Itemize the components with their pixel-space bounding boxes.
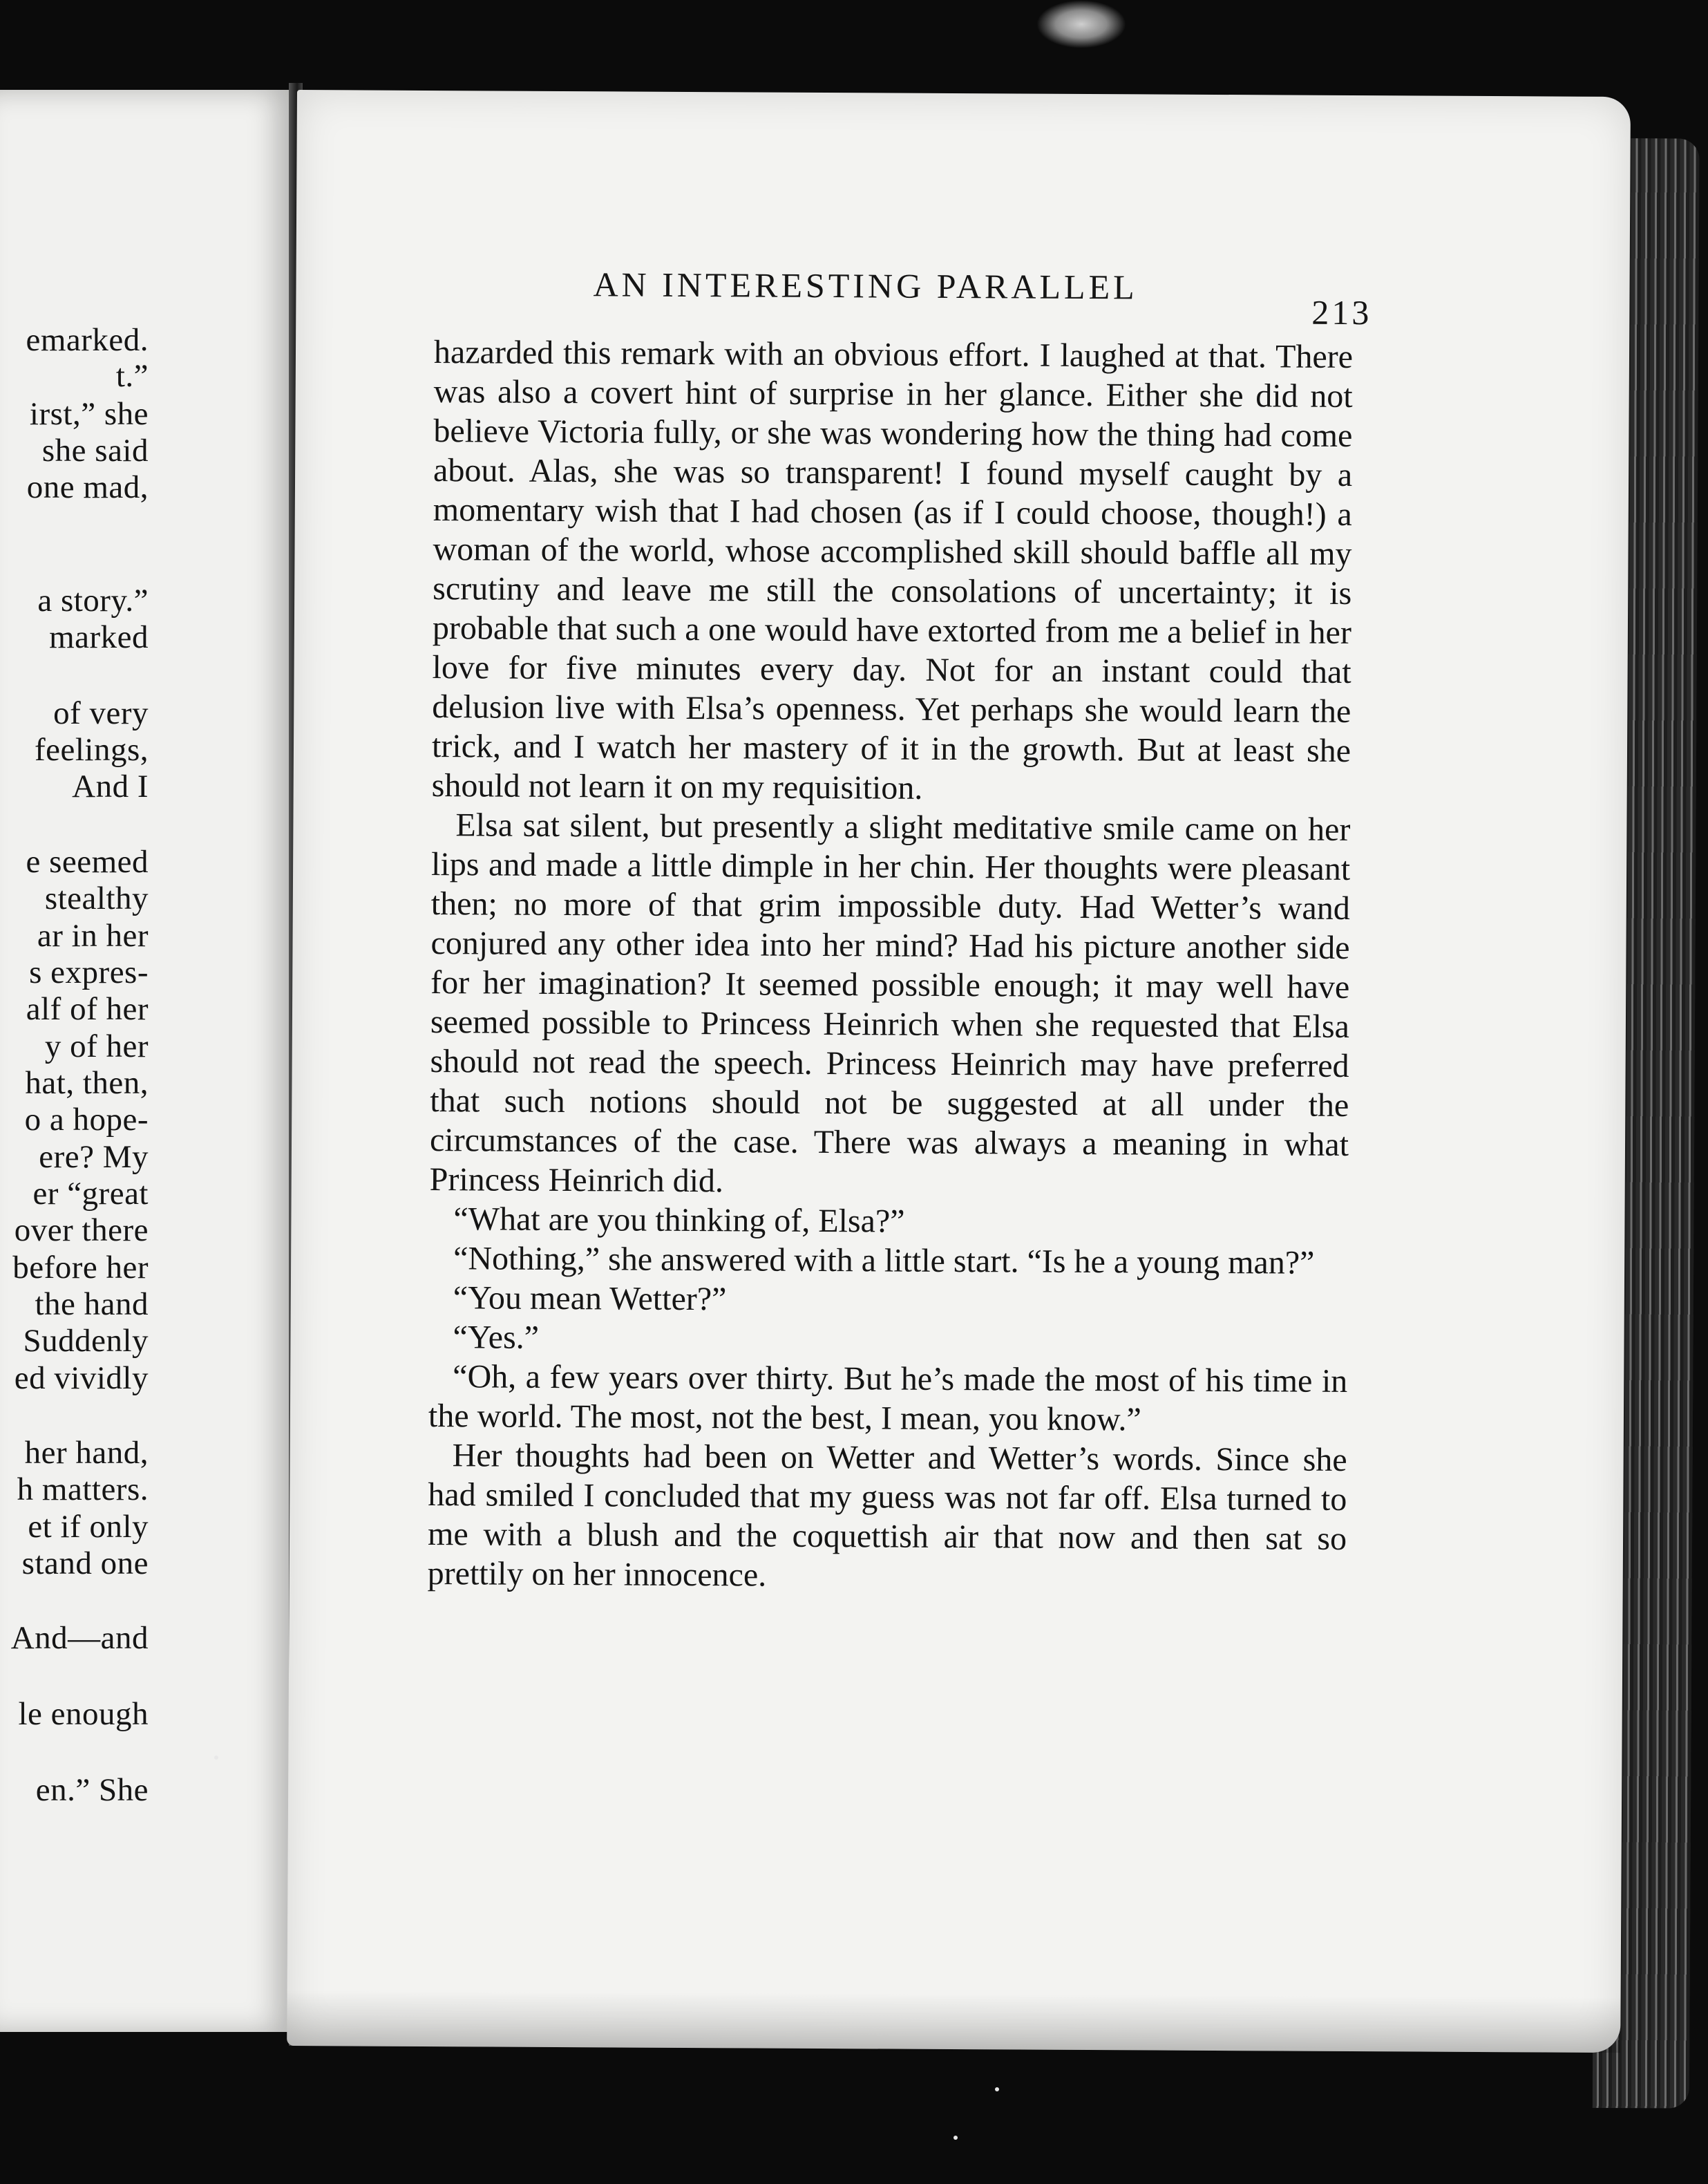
scan-scuff-mark <box>1036 0 1126 48</box>
paragraph: “You mean Wetter?” <box>453 1279 727 1318</box>
page-number: 213 <box>1311 292 1372 332</box>
left-line: er “great <box>32 1176 149 1212</box>
left-line: ar in her <box>37 918 149 954</box>
page-sheet <box>287 90 1631 2053</box>
left-page <box>0 90 297 2032</box>
left-line: emarked. <box>26 322 149 358</box>
left-page-text <box>0 90 149 2011</box>
left-line: over there <box>14 1212 149 1248</box>
left-line: en.” She <box>35 1772 149 1808</box>
left-line: et if only <box>28 1509 149 1545</box>
left-line: stand one <box>21 1545 149 1581</box>
paragraph: “Yes.” <box>453 1319 540 1356</box>
paragraph: Elsa sat silent, but presently a slight meditative smile came on her lips and made a little dimple in her chin. Her thoughts were pleasant then; no more of that grim impossible duty. Had Wetter’s wand conjured any other idea into her mind? Had his picture another side for her imagination? It seemed possible enough; it may well have seemed possible to Princess Heinrich when she requested that Elsa should not read the speech. Princess Heinrich may have preferred that such notions should not be suggested at all under the circumstances of the case. There was always a meaning in what Princess Heinrich did. <box>429 807 1351 1200</box>
left-line: ere? My <box>39 1139 149 1175</box>
left-line: e seemed <box>26 844 149 880</box>
paragraph: “What are you thinking of, Elsa?” <box>453 1201 905 1240</box>
left-line: stealthy <box>44 881 149 916</box>
left-line: of very <box>53 695 149 731</box>
left-line: her hand, <box>24 1435 149 1471</box>
body-text <box>428 332 1354 1598</box>
left-line: o a hope- <box>24 1102 149 1138</box>
left-line: ed vividly <box>14 1360 149 1396</box>
left-line: she said <box>41 433 149 469</box>
left-line: alf of her <box>26 991 149 1027</box>
paragraph: Her thoughts had been on Wetter and Wetter’s words. Since she had smiled I concluded that my guess was not far off. Elsa turned to me with a blush and the coquettish air that now and then sat so prettily on her innocence. <box>427 1437 1347 1594</box>
left-line: And—and <box>10 1620 149 1656</box>
left-line: before her <box>12 1250 149 1286</box>
paragraph: hazarded this remark with an obvious effort. I laughed at that. There was also a covert hint of surprise in her glance. Either she did not believe Victoria fully, or she was wondering how the thing had come about. Alas, she was so transparent! I found myself caught by a momentary wish that I had chosen (as if I could choose, though!) a woman of the world, whose accomplished skill should baffle all my scrutiny and leave me still the consolations of uncertainty; it is probable that such a one would have extorted from me a belief in her love for five minutes every day. Not for an instant could that delusion live with Elsa’s openness. Yet perhaps she would learn the trick, and I watch her mastery of it in the growth. But at least she should not learn it on my requisition. <box>431 334 1354 807</box>
left-line: t.” <box>115 358 149 394</box>
left-line: feelings, <box>34 732 149 768</box>
left-line: Suddenly <box>23 1323 149 1359</box>
left-line: a story.” <box>37 583 149 619</box>
left-line: h matters. <box>17 1471 149 1507</box>
left-line: one mad, <box>26 469 149 505</box>
left-line: And I <box>72 769 149 804</box>
left-line: marked <box>49 619 149 655</box>
left-line: s expres- <box>29 954 149 990</box>
dust-speck <box>953 2136 958 2140</box>
right-page <box>287 90 1624 2053</box>
left-line: y of her <box>44 1028 149 1064</box>
left-line: irst,” she <box>29 396 149 432</box>
left-line: the hand <box>35 1286 149 1322</box>
left-line: le enough <box>18 1696 149 1732</box>
running-head: AN INTERESTING PARALLEL <box>593 265 1138 307</box>
paragraph: “Nothing,” she answered with a little start. “Is he a young man?” <box>453 1240 1315 1281</box>
dust-speck <box>214 1755 218 1760</box>
paragraph: “Oh, a few years over thirty. But he’s made the most of his time in the world. The most, not the best, I mean, you know.” <box>428 1358 1348 1438</box>
left-line: hat, then, <box>25 1065 149 1101</box>
dust-speck <box>995 2087 999 2091</box>
page-bottom-shadow <box>287 1990 1620 2053</box>
